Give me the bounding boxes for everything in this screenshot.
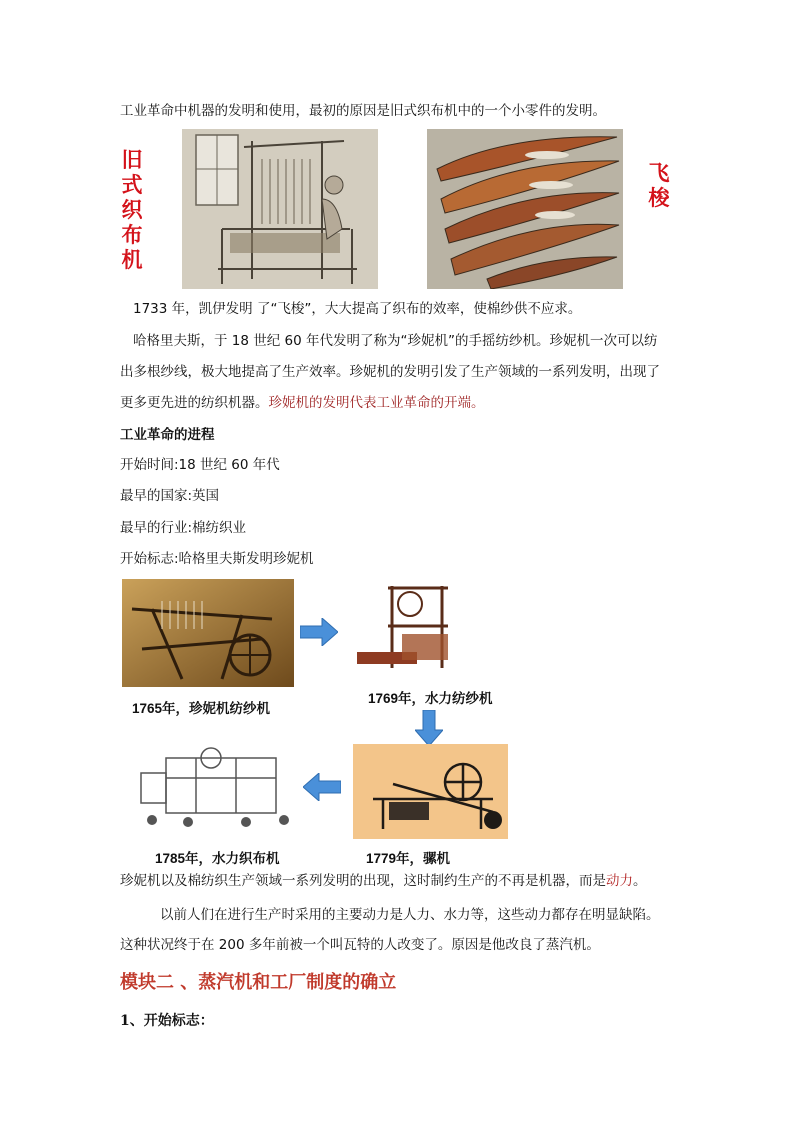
caption-power-loom: 1785年，水力织布机 <box>155 851 280 866</box>
caption-jenny: 1765年，珍妮机纺纱机 <box>132 701 271 716</box>
arrow-left-icon <box>303 773 341 805</box>
power-highlight: 动力 <box>606 873 633 889</box>
spinning-mule-image <box>353 744 508 839</box>
shuttle-char: 飞 <box>648 161 670 185</box>
old-loom-char: 机 <box>121 248 143 272</box>
flying-shuttle-image <box>427 129 623 289</box>
caption-water-frame: 1769年，水力纺纱机 <box>368 691 493 706</box>
old-loom-char: 织 <box>121 198 143 222</box>
old-loom-char: 式 <box>121 173 143 197</box>
paragraph-watt-line2: 这种状况终于在 200 多年前被一个叫瓦特的人改变了。原因是他改良了蒸汽机。 <box>120 937 600 953</box>
old-loom-char: 布 <box>121 223 143 247</box>
fact-marker: 开始标志:哈格里夫斯发明珍妮机 <box>120 551 314 567</box>
paragraph-1733: 1733 年，凯伊发明 了“飞梭”，大大提高了织布的效率，使棉纱供不应求。 <box>133 301 582 317</box>
paragraph-jenny-line3-text: 更多更先进的纺织机器。 <box>120 395 269 411</box>
old-loom-label <box>118 148 146 273</box>
paragraph-jenny-line1: 哈格里夫斯，于 18 世纪 60 年代发明了称为“珍妮机”的手摇纺纱机。珍妮机一次可以纺 <box>133 333 658 349</box>
water-frame-image <box>352 576 465 681</box>
shuttle-label <box>645 161 673 211</box>
module-heading: 模块二 、蒸汽机和工厂制度的确立 <box>120 972 397 993</box>
jenny-start-highlight: 珍妮机的发明代表工业革命的开端。 <box>268 395 485 411</box>
fact-country: 最早的国家:英国 <box>120 488 220 504</box>
paragraph-watt-line1: 以前人们在进行生产时采用的主要动力是人力、水力等，这些动力都存在明显缺陷。 <box>160 907 660 923</box>
sub-heading: 1、开始标志： <box>120 1013 214 1029</box>
paragraph-jenny-line2: 出多根纱线，极大地提高了生产效率。珍妮机的发明引发了生产领域的一系列发明，出现了 <box>120 364 660 380</box>
paragraph-jenny-line3 <box>120 393 485 413</box>
power-loom-image <box>136 738 294 833</box>
paragraph-power <box>120 871 647 891</box>
old-loom-image <box>182 129 378 289</box>
progress-heading: 工业革命的进程 <box>120 427 215 443</box>
arrow-right-icon <box>300 618 338 650</box>
fact-start-time: 开始时间:18 世纪 60 年代 <box>120 457 280 473</box>
old-loom-char: 旧 <box>121 148 143 172</box>
spinning-jenny-image <box>122 579 294 687</box>
paragraph-power-text: 珍妮机以及棉纺织生产领域一系列发明的出现，这时制约生产的不再是机器，而是 <box>120 873 606 889</box>
intro-text: 工业革命中机器的发明和使用，最初的原因是旧式织布机中的一个小零件的发明。 <box>120 103 606 119</box>
paragraph-power-end: 。 <box>633 873 647 889</box>
caption-mule: 1779年，骡机 <box>366 851 451 866</box>
shuttle-char: 梭 <box>648 186 670 210</box>
fact-industry: 最早的行业:棉纺织业 <box>120 520 247 536</box>
